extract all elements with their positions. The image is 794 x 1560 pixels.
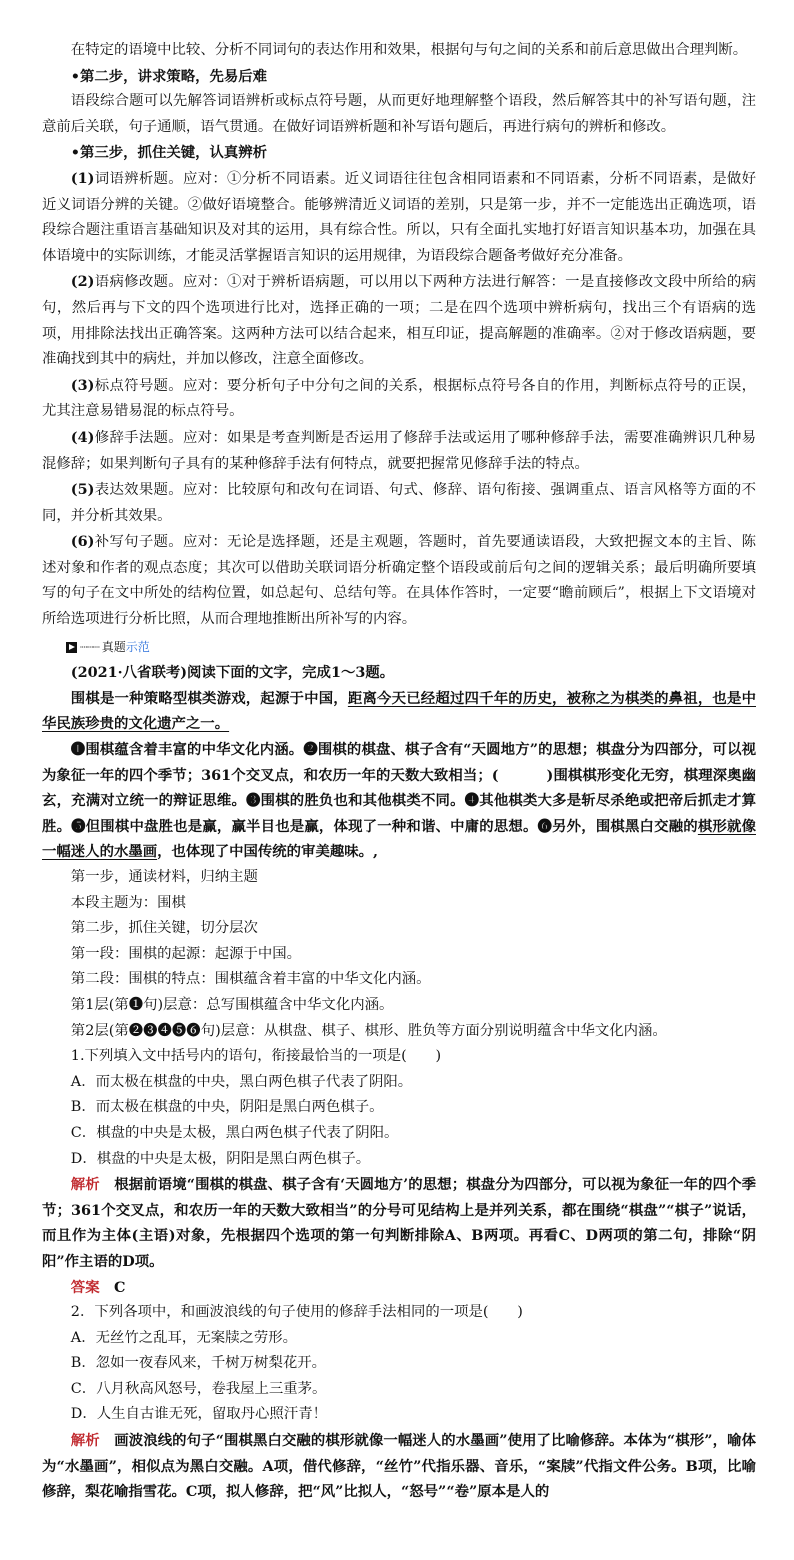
tip-label: (4) <box>70 428 95 446</box>
intro-paragraph: 在特定的语境中比较、分析不同词句的表达作用和效果，根据句与句之间的关系和前后意思做出合理判断。 <box>70 42 748 58</box>
tip-2 <box>42 269 756 372</box>
analysis-line: 第1层(第❶句)层意：总写围棋蕴含中华文化内涵。 <box>70 996 394 1013</box>
analysis-line: 本段主题为：围棋 <box>70 894 186 911</box>
analysis-label: 解析 <box>70 1432 100 1450</box>
passage-paragraph-2 <box>42 737 756 865</box>
tip-text: 补写句子题。应对：无论是选择题，还是主观题，答题时，首先要通读语段，大致把握文本的主旨、陈述对象和作者的观点态度；其次可以借助关联词语分析确定整个语段或前后句之间的逻辑关系；最后明确所要填写的句子在文中所处的结构位置，如总起句、总结句等。在具体作答时，一定要“瞻前顾后”，根据上下文语境对所给选项进行分析比照，从而合理地推断出所补写的内容。 <box>42 534 756 628</box>
source-line: (2021·八省联考)阅读下面的文字，完成1～3题。 <box>70 664 395 682</box>
section-banner <box>42 635 756 661</box>
tip-label: (2) <box>70 273 95 291</box>
step3-heading: •第三步，抓住关键，认真辨析 <box>70 144 268 162</box>
answer-label: 答案 <box>70 1278 100 1296</box>
wavy-underlined-sentence: 棋形就像一幅迷人的水墨画 <box>42 817 756 861</box>
question-2-analysis <box>42 1428 756 1505</box>
tip-label: (1) <box>70 169 95 187</box>
tip-label: (5) <box>70 481 95 499</box>
tip-text: 词语辨析题。应对：①分析不同语素。近义词语往往包含相同语素和不同语素，分析不同语素，是做好近义词语分辨的关键。②做好语境整合。能够辨清近义词语的差别，只是第一步，并不一定能选出正确选项，语段综合题注重语言基础知识及对其的运用，具有综合性。所以，只有全面扎实地打好语言知识基本功，加强在具体语境中的实际训练，才能灵活掌握语言知识的运用规律，为语段综合题备考做好充分准备。 <box>42 170 756 264</box>
analysis-line: 第二段：围棋的特点：围棋蕴含着丰富的中华文化内涵。 <box>70 971 431 988</box>
underlined-sentence: 距离今天已经超过四千年的历史，被称之为棋类的鼻祖，也是中华民族珍贵的文化遗产之一。 <box>42 689 756 733</box>
analysis-line: 第2层(第❷❸❹❺❻句)层意：从棋盘、棋子、棋形、胜负等方面分别说明蕴含中华文化内涵。 <box>70 1022 667 1039</box>
tip-3 <box>42 373 756 425</box>
passage-text: )围棋棋形变化无穷，棋理深奥幽玄，充满对立统一的辩证思维。❸围棋的胜负也和其他棋类不同。❹其他棋类大多是斩尽杀绝或把帝后抓走才算胜。❺但围棋中盘胜也是赢，赢半目也是赢，体现了一种和谐、中庸的思想。❻另外，围棋黑白交融的 <box>42 766 757 835</box>
analysis-line: 第一段：围棋的起源：起源于中国。 <box>70 945 302 962</box>
question-1-option-c: C．棋盘的中央是太极，黑白两色棋子代表了阴阳。 <box>70 1124 399 1141</box>
tip-1 <box>42 166 756 269</box>
question-2-option-b: B．忽如一夜春风来，千树万树梨花开。 <box>70 1355 327 1372</box>
question-2-option-d: D．人生自古谁无死，留取丹心照汗青！ <box>70 1406 327 1423</box>
tip-text: 修辞手法题。应对：如果是考查判断是否运用了修辞手法或运用了哪种修辞手法，需要准确辨识几种易混修辞；如果判断句子具有的某种修辞手法有何特点，就要把握常见修辞手法的特点。 <box>42 429 756 472</box>
analysis-text: 画波浪线的句子“围棋黑白交融的棋形就像一幅迷人的水墨画”使用了比喻修辞。本体为“棋形”，喻体为“水墨画”，相似点为黑白交融。A项，借代修辞，“丝竹”代指乐器、音乐，“案牍”代指文件公务。B项，比喻修辞，梨花喻指雪花。C项，拟人修辞，把“风”比拟人，“怒号”“卷”原本是人的 <box>42 1432 756 1501</box>
step2-heading: •第二步，讲求策略，先易后难 <box>70 67 268 85</box>
passage-text: ❶围棋蕴含着丰富的中华文化内涵。❷围棋的棋盘、棋子含有“天圆地方”的思想；棋盘分为四部分，可以视为象征一年的四个季节；361个交叉点，和农历一年的天数大致相当；( <box>42 741 756 784</box>
play-triangle-icon <box>66 642 77 653</box>
analysis-line: 第一步，通读材料，归纳主题 <box>70 869 258 885</box>
question-1-analysis <box>42 1172 756 1274</box>
tip-text: 标点符号题。应对：要分析句子中分句之间的关系，根据标点符号各自的作用，判断标点符号的正误，尤其注意易错易混的标点符号。 <box>42 377 756 420</box>
tip-text: 表达效果题。应对：比较原句和改句在词语、句式、修辞、语句衔接、强调重点、语言风格等方面的不同，并分析其效果。 <box>42 482 756 524</box>
tip-label: (6) <box>70 533 95 551</box>
dotted-line: ┈┈┈ <box>80 639 99 654</box>
question-1-option-b: B．而太极在棋盘的中央，阴阳是黑白两色棋子。 <box>70 1099 384 1116</box>
tip-text: 语病修改题。应对：①对于辨析语病题，可以用以下两种方法进行解答：一是直接修改文段中所给的病句，然后再与下文的四个选项进行比对，选择正确的一项；二是在四个选项中辨析病句，找出三个有语病的选项，用排除法找出正确答案。这两种方法可以结合起来，相互印证，提高解题的准确率。②对于修改语病题，要准确找到其中的病灶，并加以修改，注意全面修改。 <box>42 274 756 368</box>
analysis-text: 根据前语境“围棋的棋盘、棋子含有‘天圆地方’的思想；棋盘分为四部分，可以视为象征一年的四个季节；361个交叉点，和农历一年的天数大致相当”的分号可见结构上是并列关系，都在围绕“棋盘”“棋子”说话，而且作为主体(主语)对象，先根据四个选项的第一句判断排除A、B两项。再看C、D两项的第二句，排除“阴阳”作主语的D项。 <box>42 1176 756 1270</box>
question-1-option-a: A．而太极在棋盘的中央，黑白两色棋子代表了阴阳。 <box>70 1073 413 1090</box>
passage-text: ，也体现了中国传统的审美趣味。, <box>157 843 379 861</box>
tip-5 <box>42 477 756 529</box>
question-2-option-a: A．无丝竹之乱耳，无案牍之劳形。 <box>70 1329 298 1346</box>
analysis-line: 第二步，抓住关键，切分层次 <box>70 920 258 937</box>
tip-4 <box>42 425 756 477</box>
banner-label-accent: 示范 <box>125 639 150 654</box>
analysis-label: 解析 <box>70 1176 100 1194</box>
question-1-answer <box>42 1275 756 1301</box>
question-1-option-d: D．棋盘的中央是太极，阴阳是黑白两色棋子。 <box>70 1150 371 1167</box>
question-2-option-c: C．八月秋高风怒号，卷我屋上三重茅。 <box>70 1380 327 1397</box>
tip-6 <box>42 529 756 632</box>
passage-text: 围棋是一种策略型棋类游戏，起源于中国， <box>70 689 348 707</box>
passage-paragraph-1 <box>42 686 756 737</box>
banner-label: 真题 <box>101 639 126 654</box>
step2-paragraph: 语段综合题可以先解答词语辨析或标点符号题，从而更好地理解整个语段，然后解答其中的补写语句题，注意前后关联，句子通顺，语气贯通。在做好词语辨析题和补写语句题后，再进行病句的辨析和修改。 <box>42 93 756 135</box>
question-1-stem: 1.下列填入文中括号内的语句，衔接最恰当的一项是( ) <box>70 1048 442 1065</box>
tip-label: (3) <box>70 376 95 394</box>
question-2-stem: 2．下列各项中，和画波浪线的句子使用的修辞手法相同的一项是( ) <box>70 1304 523 1321</box>
answer-text: C <box>99 1278 126 1296</box>
